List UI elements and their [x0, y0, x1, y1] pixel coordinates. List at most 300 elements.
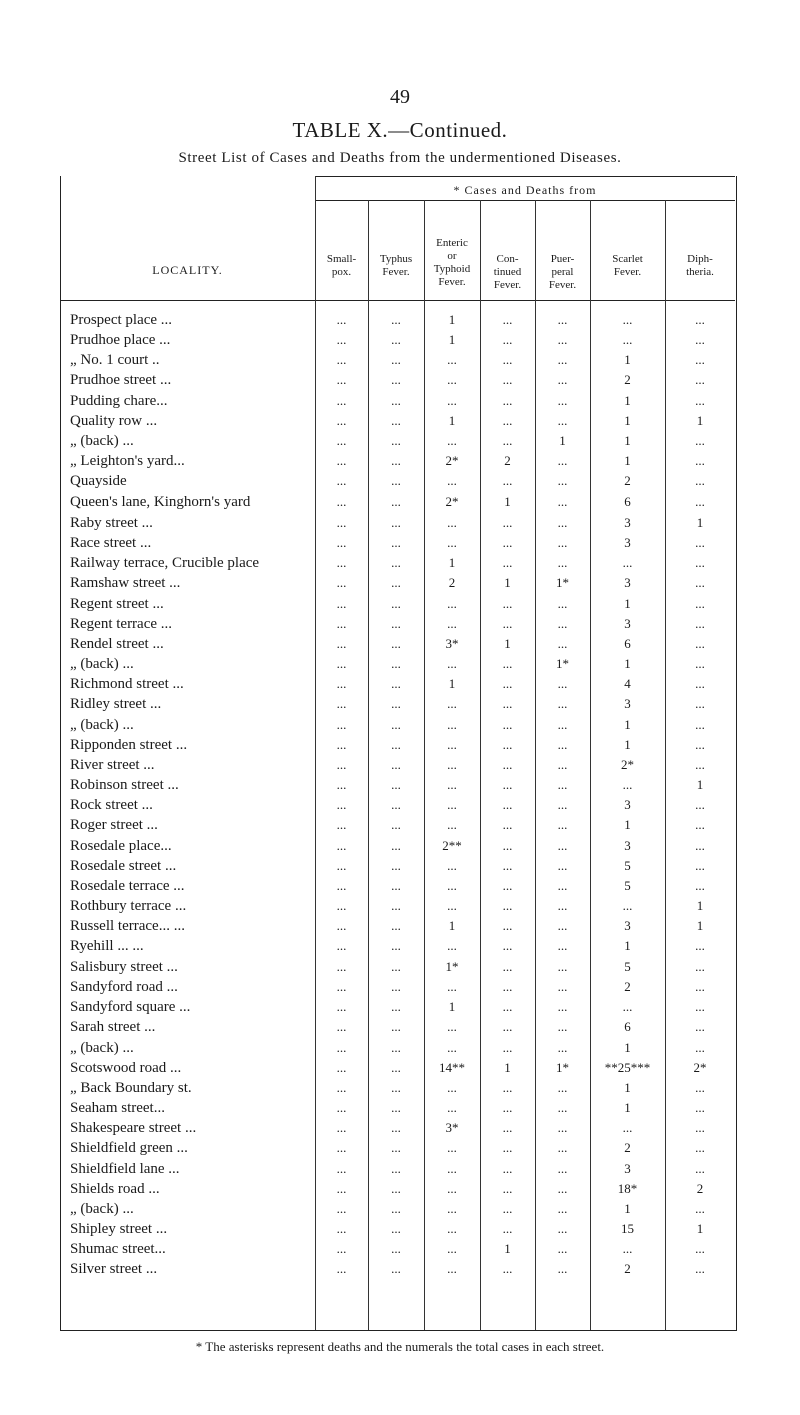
locality-cell: „ (back) ... — [70, 716, 134, 733]
cell-continued: ... — [502, 473, 513, 489]
cell-typhus: ... — [391, 535, 401, 551]
cell-typhus: ... — [391, 332, 401, 348]
table-row — [60, 352, 735, 371]
table-row — [60, 656, 735, 675]
cell-scarlet: **25*** — [604, 1059, 651, 1075]
cell-enteric: ... — [447, 716, 457, 732]
locality-cell: „ Leighton's yard... — [70, 453, 185, 470]
cell-scarlet: 4 — [624, 676, 631, 692]
cell-puerperal: ... — [557, 736, 568, 752]
cell-smallpox: ... — [336, 595, 347, 611]
cell-puerperal: ... — [557, 1019, 568, 1035]
cell-enteric: 2** — [442, 837, 462, 853]
column-header-line: Small- — [326, 253, 357, 265]
cell-continued: ... — [502, 555, 513, 571]
cell-continued: 1 — [504, 575, 511, 591]
cell-continued: 2 — [504, 453, 511, 469]
cell-continued: ... — [502, 918, 513, 934]
cell-enteric: ... — [447, 1100, 457, 1116]
cell-puerperal: ... — [557, 1180, 568, 1196]
cell-smallpox: ... — [336, 1079, 347, 1095]
cell-enteric: ... — [447, 1019, 457, 1035]
cell-enteric: 1 — [448, 918, 456, 934]
cell-puerperal: ... — [557, 312, 568, 327]
cell-continued: ... — [502, 696, 513, 712]
cell-enteric: ... — [447, 877, 457, 893]
cell-puerperal: ... — [557, 1160, 568, 1176]
cell-puerperal: 1* — [556, 1059, 569, 1075]
cell-continued: ... — [502, 979, 513, 995]
cell-scarlet: 1 — [624, 595, 631, 611]
table-row — [60, 999, 735, 1018]
cell-continued: ... — [502, 797, 513, 813]
cell-smallpox: ... — [336, 959, 347, 974]
cell-diphtheria: ... — [695, 837, 705, 853]
column-header-line: Fever. — [548, 279, 577, 291]
cell-enteric: ... — [447, 473, 457, 489]
cell-diphtheria: ... — [695, 575, 705, 591]
locality-cell: Quality row ... — [70, 413, 158, 429]
cell-smallpox: ... — [336, 433, 347, 449]
cell-typhus: ... — [391, 777, 401, 793]
cell-enteric: 1 — [448, 676, 456, 692]
cell-typhus: ... — [391, 716, 401, 732]
column-header-line: theria. — [686, 266, 714, 278]
cell-puerperal: ... — [557, 877, 568, 893]
table-row — [60, 555, 735, 574]
cell-smallpox: ... — [336, 352, 347, 368]
locality-cell: Richmond street ... — [70, 676, 184, 693]
cell-continued: ... — [502, 1079, 513, 1095]
cell-smallpox: ... — [336, 918, 347, 934]
cell-puerperal: ... — [557, 1261, 568, 1277]
locality-cell: Sandyford square ... — [70, 999, 191, 1016]
table-row — [60, 1261, 735, 1280]
table-row — [60, 494, 735, 513]
table-row — [60, 433, 735, 452]
locality-cell: Seaham street... — [70, 1100, 165, 1117]
cell-typhus: ... — [391, 1039, 401, 1055]
table-row — [60, 473, 735, 492]
cell-puerperal: ... — [557, 817, 568, 833]
cell-smallpox: ... — [336, 1160, 347, 1176]
cell-puerperal: ... — [557, 1039, 568, 1055]
locality-cell: Sandyford road ... — [70, 979, 178, 996]
cell-puerperal: ... — [557, 1221, 568, 1237]
cell-continued: ... — [502, 857, 513, 873]
cell-diphtheria: ... — [695, 756, 705, 772]
cell-typhus: ... — [391, 877, 401, 893]
cell-diphtheria: ... — [695, 676, 705, 692]
cell-enteric: ... — [447, 777, 457, 793]
locality-cell: Silver street ... — [70, 1261, 158, 1278]
cell-enteric: 3* — [445, 635, 459, 651]
header-supertitle: * Cases and Deaths from — [453, 183, 597, 197]
cell-enteric: ... — [447, 1140, 457, 1156]
cell-continued: ... — [502, 515, 513, 530]
cell-continued: ... — [502, 1039, 513, 1055]
cell-smallpox: ... — [336, 1261, 347, 1277]
column-header-line: Fever. — [382, 266, 410, 278]
cell-continued: ... — [502, 959, 513, 974]
cell-smallpox: ... — [336, 756, 347, 772]
cell-scarlet: 5 — [624, 877, 631, 893]
cell-enteric: ... — [447, 433, 457, 449]
cell-diphtheria: ... — [695, 595, 705, 611]
locality-cell: River street ... — [70, 756, 155, 773]
cell-typhus: ... — [391, 938, 401, 954]
table-row — [60, 878, 735, 897]
cell-smallpox: ... — [336, 979, 347, 995]
cell-enteric: 14** — [439, 1059, 465, 1075]
cell-continued: ... — [502, 1140, 513, 1156]
cell-scarlet: 6 — [624, 635, 631, 651]
cell-scarlet: 3 — [624, 615, 631, 631]
locality-cell: Rock street ... — [70, 797, 153, 814]
cell-smallpox: ... — [336, 635, 347, 651]
cell-smallpox: ... — [336, 413, 347, 428]
cell-diphtheria: ... — [695, 1079, 705, 1095]
locality-cell: Pudding chare... — [70, 392, 168, 409]
cell-smallpox: ... — [336, 372, 347, 388]
cell-scarlet: ... — [622, 332, 633, 348]
cell-diphtheria: ... — [695, 716, 705, 732]
cell-enteric: ... — [447, 938, 457, 954]
cell-smallpox: ... — [336, 1180, 347, 1196]
locality-cell: „ (back) ... — [70, 433, 134, 450]
cell-continued: 1 — [504, 1241, 511, 1257]
cell-diphtheria: ... — [695, 656, 705, 672]
cell-typhus: ... — [391, 999, 401, 1015]
table-row — [60, 717, 735, 736]
locality-cell: Prudhoe street ... — [70, 372, 172, 389]
column-header-line: or — [447, 250, 457, 262]
cell-typhus: ... — [391, 857, 401, 873]
cell-smallpox: ... — [336, 535, 347, 551]
locality-cell: Race street ... — [70, 535, 152, 552]
cell-puerperal: ... — [557, 1079, 568, 1095]
cell-enteric: 2* — [445, 493, 459, 509]
cell-typhus: ... — [391, 1019, 401, 1035]
table-row — [60, 1201, 735, 1220]
cell-enteric: 1 — [448, 332, 456, 348]
column-header-diphtheria — [665, 253, 735, 279]
cell-enteric: ... — [447, 1039, 457, 1055]
cell-smallpox: ... — [336, 555, 347, 571]
cell-diphtheria: ... — [695, 1140, 705, 1156]
supertitle-rule — [315, 200, 735, 201]
table-row — [60, 453, 735, 472]
cell-typhus: ... — [391, 453, 401, 469]
cell-diphtheria: ... — [695, 1160, 705, 1176]
cell-continued: ... — [502, 716, 513, 732]
table-row — [60, 1100, 735, 1119]
cell-diphtheria: ... — [695, 493, 705, 509]
cell-diphtheria: ... — [695, 1261, 705, 1277]
cell-enteric: 1 — [448, 413, 456, 428]
cell-diphtheria: ... — [695, 857, 705, 873]
cell-continued: 1 — [504, 635, 511, 651]
cell-scarlet: ... — [622, 999, 633, 1015]
cell-scarlet: 1 — [624, 938, 631, 954]
table-row — [60, 858, 735, 877]
cell-smallpox: ... — [336, 312, 347, 327]
cell-smallpox: ... — [336, 473, 347, 489]
cell-scarlet: 1 — [624, 656, 631, 672]
cell-typhus: ... — [391, 1200, 401, 1216]
locality-cell: Prudhoe place ... — [70, 332, 171, 349]
cell-diphtheria: ... — [695, 555, 705, 571]
cell-enteric: ... — [447, 1180, 457, 1196]
table-row — [60, 757, 735, 776]
cell-scarlet: 1 — [624, 716, 631, 732]
cell-continued: 1 — [504, 493, 511, 509]
cell-continued: ... — [502, 413, 513, 428]
cell-puerperal: ... — [557, 515, 568, 530]
cell-puerperal: ... — [557, 595, 568, 611]
column-header-line: Fever. — [493, 279, 522, 291]
cell-continued: ... — [502, 1160, 513, 1176]
cell-typhus: ... — [391, 1180, 401, 1196]
cell-diphtheria: 1 — [696, 413, 704, 428]
cell-continued: ... — [502, 615, 513, 631]
cell-diphtheria: ... — [695, 797, 705, 813]
cell-enteric: ... — [447, 535, 457, 551]
locality-cell: Queen's lane, Kinghorn's yard — [70, 493, 251, 510]
cell-typhus: ... — [391, 312, 401, 327]
cell-typhus: ... — [391, 1221, 401, 1237]
cell-enteric: ... — [447, 696, 457, 712]
column-header-puerperal — [535, 253, 590, 292]
table-row — [60, 515, 735, 534]
cell-typhus: ... — [391, 1120, 401, 1136]
table-row — [60, 918, 735, 937]
cell-enteric: ... — [447, 797, 457, 813]
cell-typhus: ... — [391, 1059, 401, 1075]
table-row — [60, 817, 735, 836]
cell-smallpox: ... — [336, 817, 347, 833]
cell-typhus: ... — [391, 473, 401, 489]
cell-puerperal: ... — [557, 453, 568, 469]
column-header-line: Diph- — [687, 253, 713, 265]
cell-typhus: ... — [391, 1160, 401, 1176]
cell-enteric: ... — [447, 1200, 457, 1216]
cell-diphtheria: ... — [695, 453, 705, 469]
cell-continued: ... — [502, 1120, 513, 1136]
cell-diphtheria: ... — [695, 1019, 705, 1035]
locality-cell: „ Back Boundary st. — [70, 1079, 192, 1096]
cell-enteric: ... — [447, 352, 457, 368]
cell-continued: ... — [502, 1221, 513, 1237]
cell-smallpox: ... — [336, 696, 347, 712]
table-row — [60, 1120, 735, 1139]
table-row — [60, 838, 735, 857]
cell-diphtheria: ... — [695, 372, 705, 388]
cell-scarlet: 3 — [624, 515, 631, 530]
table-row — [60, 1241, 735, 1260]
cell-typhus: ... — [391, 1100, 401, 1116]
cell-typhus: ... — [391, 493, 401, 509]
cell-diphtheria: ... — [695, 352, 705, 368]
table-row — [60, 393, 735, 412]
locality-cell: Rothbury terrace ... — [70, 898, 187, 915]
cell-diphtheria: 1 — [696, 898, 704, 914]
cell-puerperal: ... — [557, 1140, 568, 1156]
locality-cell: Shieldfield lane ... — [70, 1160, 180, 1177]
footnote: * The asterisks represent deaths and the numerals the total cases in each street. — [195, 1339, 605, 1354]
cell-puerperal: ... — [557, 777, 568, 793]
table-row — [60, 616, 735, 635]
cell-enteric: ... — [447, 656, 457, 672]
cell-enteric: ... — [447, 817, 457, 833]
cell-puerperal: ... — [557, 756, 568, 772]
cell-diphtheria: ... — [695, 312, 705, 327]
cell-enteric: 2 — [448, 575, 456, 591]
table-row — [60, 1060, 735, 1079]
table-row — [60, 1040, 735, 1059]
locality-cell: „ (back) ... — [70, 1039, 134, 1056]
cell-enteric: ... — [447, 736, 457, 752]
locality-cell: Shakespeare street ... — [70, 1120, 197, 1137]
cell-puerperal: ... — [557, 979, 568, 995]
table-row — [60, 1161, 735, 1180]
cell-scarlet: 3 — [624, 575, 631, 591]
cell-scarlet: 3 — [624, 918, 631, 934]
cell-continued: ... — [502, 312, 513, 327]
cell-smallpox: ... — [336, 877, 347, 893]
cell-scarlet: 2 — [624, 1140, 631, 1156]
cell-typhus: ... — [391, 635, 401, 651]
cell-typhus: ... — [391, 1140, 401, 1156]
locality-cell: Roger street ... — [70, 817, 158, 834]
cell-smallpox: ... — [336, 999, 347, 1015]
locality-cell: Ramshaw street ... — [70, 575, 181, 592]
cell-smallpox: ... — [336, 777, 347, 793]
cell-enteric: ... — [447, 1221, 457, 1237]
cell-diphtheria: 1 — [696, 777, 704, 793]
cell-puerperal: 1 — [559, 433, 566, 449]
header-bottom-rule — [60, 300, 735, 301]
header-top-rule — [315, 176, 735, 177]
locality-cell: Quayside — [70, 473, 127, 490]
cell-typhus: ... — [391, 837, 401, 853]
cell-puerperal: ... — [557, 372, 568, 388]
cell-continued: ... — [502, 999, 513, 1015]
cell-scarlet: 5 — [624, 959, 631, 974]
cell-enteric: ... — [447, 392, 457, 408]
cell-smallpox: ... — [336, 1241, 347, 1257]
cell-smallpox: ... — [336, 938, 347, 954]
table-title: TABLE X.—Continued. — [292, 118, 508, 142]
cell-continued: ... — [502, 777, 513, 793]
cell-scarlet: 3 — [624, 837, 631, 853]
cell-scarlet: 6 — [624, 1019, 631, 1035]
cell-diphtheria: ... — [695, 535, 705, 551]
cell-puerperal: ... — [557, 352, 568, 368]
cell-puerperal: ... — [557, 716, 568, 732]
cell-diphtheria: ... — [695, 999, 705, 1015]
cell-smallpox: ... — [336, 1100, 347, 1116]
cell-smallpox: ... — [336, 1019, 347, 1035]
locality-cell: Regent street ... — [70, 595, 164, 612]
table-row — [60, 413, 735, 432]
cell-puerperal: ... — [557, 898, 568, 914]
cell-continued: ... — [502, 1180, 513, 1196]
cell-continued: ... — [502, 1100, 513, 1116]
cell-puerperal: ... — [557, 938, 568, 954]
cell-puerperal: ... — [557, 555, 568, 571]
cell-typhus: ... — [391, 898, 401, 914]
locality-cell: „ (back) ... — [70, 1200, 134, 1217]
cell-typhus: ... — [391, 979, 401, 995]
cell-continued: ... — [502, 756, 513, 772]
locality-cell: Raby street ... — [70, 515, 153, 531]
cell-typhus: ... — [391, 372, 401, 388]
cell-smallpox: ... — [336, 453, 347, 469]
cell-continued: ... — [502, 676, 513, 692]
locality-cell: Ryehill ... ... — [70, 938, 144, 955]
cell-diphtheria: ... — [695, 877, 705, 893]
cell-puerperal: ... — [557, 1120, 568, 1136]
cell-diphtheria: 1 — [696, 918, 704, 934]
cell-enteric: ... — [447, 1261, 457, 1277]
cell-diphtheria: ... — [695, 1120, 705, 1136]
cell-smallpox: ... — [336, 1059, 347, 1075]
cell-scarlet: ... — [622, 312, 633, 327]
table-row — [60, 535, 735, 554]
cell-typhus: ... — [391, 615, 401, 631]
cell-enteric: ... — [447, 1079, 457, 1095]
column-header-line: Puer- — [550, 253, 575, 265]
cell-scarlet: 1 — [624, 736, 631, 752]
locality-cell: Scotswood road ... — [70, 1059, 182, 1076]
cell-continued: ... — [502, 392, 513, 408]
cell-diphtheria: 1 — [696, 1221, 704, 1237]
cell-puerperal: ... — [557, 1100, 568, 1116]
locality-cell: Ridley street ... — [70, 696, 162, 713]
cell-typhus: ... — [391, 656, 401, 672]
cell-smallpox: ... — [336, 493, 347, 509]
cell-typhus: ... — [391, 1261, 401, 1277]
column-header-typhus — [368, 253, 424, 279]
cell-typhus: ... — [391, 959, 401, 974]
cell-scarlet: 3 — [624, 535, 631, 551]
cell-puerperal: ... — [557, 837, 568, 853]
table-subtitle: Street List of Cases and Deaths from the undermentioned Diseases. — [178, 150, 622, 166]
cell-continued: ... — [502, 595, 513, 611]
locality-cell: „ No. 1 court .. — [70, 352, 160, 369]
cell-continued: ... — [502, 1200, 513, 1216]
cell-typhus: ... — [391, 352, 401, 368]
cell-continued: ... — [502, 1019, 513, 1035]
cell-puerperal: ... — [557, 413, 568, 428]
table-row — [60, 1140, 735, 1159]
cell-enteric: 1 — [448, 999, 456, 1015]
cell-typhus: ... — [391, 413, 401, 428]
cell-typhus: ... — [391, 797, 401, 813]
cell-smallpox: ... — [336, 797, 347, 813]
cell-enteric: ... — [447, 1160, 457, 1176]
cell-typhus: ... — [391, 392, 401, 408]
column-header-line: Enteric — [436, 237, 468, 249]
locality-cell: Shipley street ... — [70, 1221, 168, 1238]
column-header-line: Typhus — [379, 253, 413, 265]
cell-diphtheria: ... — [695, 736, 705, 752]
table-row — [60, 1019, 735, 1038]
table-row — [60, 1221, 735, 1240]
cell-scarlet: 1 — [624, 1079, 631, 1095]
cell-smallpox: ... — [336, 676, 347, 692]
